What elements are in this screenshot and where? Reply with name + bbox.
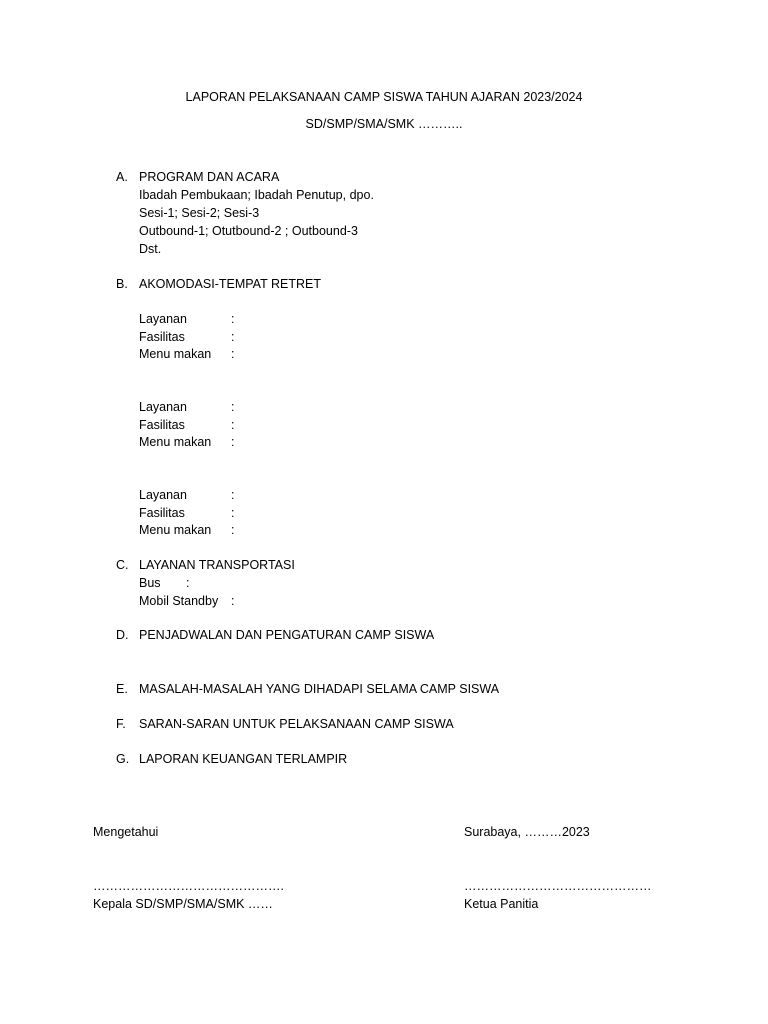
section-a-heading: PROGRAM DAN ACARA (139, 170, 280, 184)
section-a-line: Ibadah Pembukaan; Ibadah Penutup, dpo. (139, 188, 374, 202)
section-d-heading: PENJADWALAN DAN PENGATURAN CAMP SISWA (139, 628, 435, 642)
right-signature-line: ……………………………………… (464, 879, 652, 893)
field-colon: : (231, 400, 235, 414)
mengetahui-label: Mengetahui (93, 825, 159, 839)
report-title: LAPORAN PELAKSANAAN CAMP SISWA TAHUN AJARAN 2023/2024 (185, 90, 583, 104)
school-line: SD/SMP/SMA/SMK ……….. (305, 117, 463, 131)
section-a-letter: A. (116, 170, 128, 184)
field-colon: : (231, 523, 235, 537)
fasilitas-label: Fasilitas (139, 330, 185, 344)
section-f-heading: SARAN-SARAN UNTUK PELAKSANAAN CAMP SISWA (139, 717, 454, 731)
field-colon: : (231, 594, 235, 608)
right-signatory-title: Ketua Panitia (464, 897, 539, 911)
left-signature-line: ………………………………………. (93, 879, 284, 893)
mobil-standby-label: Mobil Standby (139, 594, 219, 608)
field-colon: : (231, 312, 235, 326)
section-b-letter: B. (116, 277, 128, 291)
field-colon: : (231, 347, 235, 361)
place-date: Surabaya, ………2023 (464, 825, 590, 839)
section-b-heading: AKOMODASI-TEMPAT RETRET (139, 277, 321, 291)
section-e-letter: E. (116, 682, 128, 696)
layanan-label: Layanan (139, 488, 187, 502)
field-colon: : (231, 506, 235, 520)
section-a-line: Sesi-1; Sesi-2; Sesi-3 (139, 206, 260, 220)
section-g-heading: LAPORAN KEUANGAN TERLAMPIR (139, 752, 348, 766)
section-a-line: Dst. (139, 242, 162, 256)
layanan-label: Layanan (139, 400, 187, 414)
layanan-label: Layanan (139, 312, 187, 326)
field-colon: : (231, 435, 235, 449)
fasilitas-label: Fasilitas (139, 506, 185, 520)
bus-label: Bus (139, 576, 161, 590)
section-c-heading: LAYANAN TRANSPORTASI (139, 558, 295, 572)
section-c-letter: C. (116, 558, 129, 572)
section-f-letter: F. (116, 717, 126, 731)
menu-makan-label: Menu makan (139, 435, 212, 449)
section-e-heading: MASALAH-MASALAH YANG DIHADAPI SELAMA CAMP SISWA (139, 682, 500, 696)
field-colon: : (231, 330, 235, 344)
field-colon: : (231, 488, 235, 502)
section-a-line: Outbound-1; Otutbound-2 ; Outbound-3 (139, 224, 358, 238)
section-g-letter: G. (116, 752, 130, 766)
left-signatory-title: Kepala SD/SMP/SMA/SMK …… (93, 897, 273, 911)
section-d-letter: D. (116, 628, 129, 642)
menu-makan-label: Menu makan (139, 347, 212, 361)
menu-makan-label: Menu makan (139, 523, 212, 537)
fasilitas-label: Fasilitas (139, 418, 185, 432)
field-colon: : (231, 418, 235, 432)
field-colon: : (186, 576, 190, 590)
